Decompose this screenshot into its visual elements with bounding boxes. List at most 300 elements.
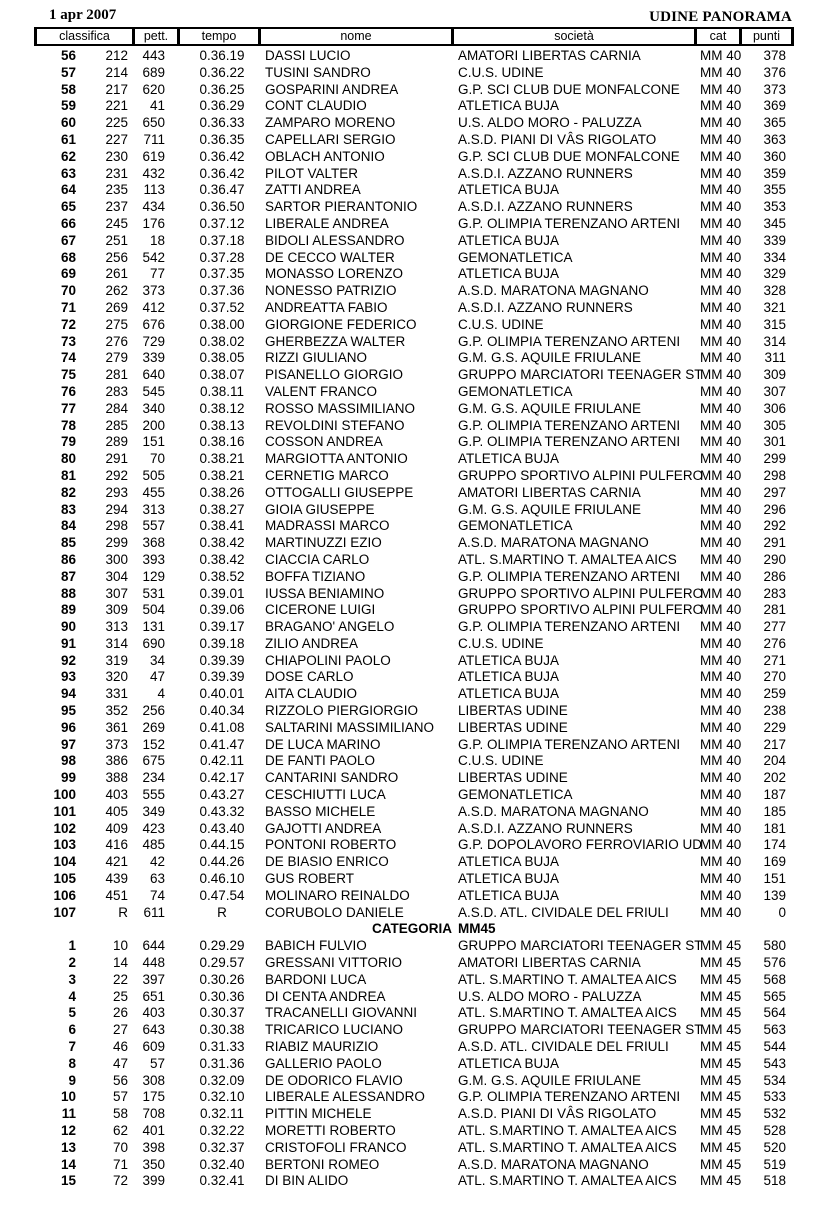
athlete-name: BERTONI ROMEO xyxy=(265,1156,380,1172)
table-row xyxy=(0,737,838,754)
bib-number: 401 xyxy=(142,1123,165,1138)
category: MM 45 xyxy=(700,1156,742,1172)
athlete-name: AITA CLAUDIO xyxy=(265,686,358,702)
bib-number: 711 xyxy=(143,131,165,147)
athlete-name: DE LUCA MARINO xyxy=(265,736,381,752)
finish-time: 0.38.12 xyxy=(199,400,245,416)
points: 290 xyxy=(763,551,786,567)
athlete-name: CRISTOFOLI FRANCO xyxy=(265,1139,407,1155)
club-name: A.S.D. ATL. CIVIDALE DEL FRIULI xyxy=(458,904,669,920)
table-row xyxy=(0,1140,838,1157)
overall-rank: 388 xyxy=(105,770,128,786)
athlete-name: DOSE CARLO xyxy=(265,669,354,685)
points: 292 xyxy=(763,518,786,534)
finish-time: 0.39.39 xyxy=(199,669,245,685)
rank: 72 xyxy=(60,316,76,332)
club-name: ATLETICA BUJA xyxy=(458,686,560,702)
club-name: AMATORI LIBERTAS CARNIA xyxy=(458,48,641,63)
table-row xyxy=(0,854,838,871)
points: 519 xyxy=(763,1156,786,1172)
finish-time: 0.42.17 xyxy=(199,770,245,786)
finish-time: 0.43.40 xyxy=(199,820,245,836)
overall-rank: 299 xyxy=(105,535,128,551)
athlete-name: DASSI LUCIO xyxy=(265,48,351,63)
bib-number: 619 xyxy=(142,148,165,164)
overall-rank: 245 xyxy=(105,215,128,231)
bib-number: 708 xyxy=(142,1106,165,1122)
athlete-name: NONESSO PATRIZIO xyxy=(265,283,397,299)
rank: 60 xyxy=(60,115,76,131)
bib-number: 434 xyxy=(142,199,165,215)
rank: 80 xyxy=(60,451,76,467)
table-row xyxy=(0,266,838,283)
category: MM 40 xyxy=(700,535,742,551)
table-row xyxy=(0,1123,838,1140)
finish-time: 0.36.25 xyxy=(199,81,245,97)
overall-rank: 237 xyxy=(105,199,128,215)
finish-time: 0.39.39 xyxy=(199,652,245,668)
club-name: G.P. OLIMPIA TERENZANO ARTENI xyxy=(458,215,681,231)
athlete-name: OTTOGALLI GIUSEPPE xyxy=(265,484,414,500)
category: MM 40 xyxy=(700,182,742,198)
overall-rank: 14 xyxy=(112,955,128,971)
athlete-name: DE ODORICO FLAVIO xyxy=(265,1072,403,1088)
club-name: ATL. S.MARTINO T. AMALTEA AICS xyxy=(458,1173,677,1189)
points: 563 xyxy=(763,1022,786,1038)
page-header xyxy=(0,7,838,27)
rank: 56 xyxy=(60,48,76,63)
finish-time: 0.37.18 xyxy=(199,232,245,248)
bib-number: 611 xyxy=(143,904,165,920)
rank: 5 xyxy=(68,1005,76,1021)
athlete-name: ANDREATTA FABIO xyxy=(265,299,388,315)
points: 238 xyxy=(763,703,786,719)
rank: 107 xyxy=(53,904,76,920)
category: MM 40 xyxy=(700,215,742,231)
rank: 13 xyxy=(60,1139,76,1155)
points: 311 xyxy=(764,350,786,366)
category: MM 40 xyxy=(700,232,742,248)
category: MM 40 xyxy=(700,316,742,332)
col-classifica: classifica xyxy=(37,29,132,44)
category: MM 40 xyxy=(700,434,742,450)
athlete-name: BOFFA TIZIANO xyxy=(265,568,366,584)
overall-rank: 56 xyxy=(112,1072,128,1088)
finish-time: 0.30.37 xyxy=(199,1005,245,1021)
table-row xyxy=(0,166,838,183)
points: 298 xyxy=(763,467,786,483)
overall-rank: 231 xyxy=(105,165,128,181)
overall-rank: 62 xyxy=(112,1123,128,1138)
finish-time: 0.31.36 xyxy=(199,1055,245,1071)
overall-rank: 269 xyxy=(105,299,128,315)
rank: 65 xyxy=(60,199,76,215)
finish-time: 0.36.29 xyxy=(199,98,245,114)
rank: 101 xyxy=(53,803,76,819)
club-name: GEMONATLETICA xyxy=(458,787,573,803)
rank: 74 xyxy=(60,350,76,366)
points: 533 xyxy=(763,1089,786,1105)
col-tempo: tempo xyxy=(180,29,258,44)
athlete-name: CERNETIG MARCO xyxy=(265,467,389,483)
rank: 85 xyxy=(60,535,76,551)
overall-rank: 251 xyxy=(105,232,128,248)
club-name: ATLETICA BUJA xyxy=(458,669,560,685)
table-row xyxy=(0,283,838,300)
category: MM 45 xyxy=(700,1123,742,1138)
finish-time: 0.36.47 xyxy=(199,182,245,198)
bib-number: 432 xyxy=(142,165,165,181)
table-row xyxy=(0,1056,838,1073)
athlete-name: DI BIN ALIDO xyxy=(265,1173,349,1189)
points: 353 xyxy=(763,199,786,215)
points: 307 xyxy=(763,383,786,399)
athlete-name: VALENT FRANCO xyxy=(265,383,378,399)
rank: 8 xyxy=(68,1055,76,1071)
athlete-name: DI CENTA ANDREA xyxy=(265,988,386,1004)
overall-rank: 292 xyxy=(105,467,128,483)
bib-number: 234 xyxy=(142,770,165,786)
table-row xyxy=(0,367,838,384)
overall-rank: 319 xyxy=(105,652,128,668)
overall-rank: 300 xyxy=(105,551,128,567)
points: 174 xyxy=(763,837,786,853)
rank: 59 xyxy=(60,98,76,114)
athlete-name: CIACCIA CARLO xyxy=(265,551,370,567)
table-row xyxy=(0,317,838,334)
category: MM 40 xyxy=(700,803,742,819)
finish-time: 0.38.02 xyxy=(199,333,245,349)
points: 518 xyxy=(763,1173,786,1189)
overall-rank: 46 xyxy=(112,1039,128,1055)
rank: 66 xyxy=(60,215,76,231)
overall-rank: 221 xyxy=(105,98,128,114)
overall-rank: 313 xyxy=(105,619,128,635)
athlete-name: GAJOTTI ANDREA xyxy=(265,820,382,836)
category-code: MM45 xyxy=(458,921,496,937)
rank: 102 xyxy=(53,820,76,836)
rank: 67 xyxy=(60,232,76,248)
category: MM 40 xyxy=(700,501,742,517)
col-cat: cat xyxy=(697,29,739,44)
table-row xyxy=(0,199,838,216)
bib-number: 57 xyxy=(149,1055,165,1071)
overall-rank: 403 xyxy=(105,787,128,803)
overall-rank: 26 xyxy=(112,1005,128,1021)
club-name: G.M. G.S. AQUILE FRIULANE xyxy=(458,400,642,416)
athlete-name: CAPELLARI SERGIO xyxy=(265,131,396,147)
overall-rank: 416 xyxy=(105,837,128,853)
category: MM 40 xyxy=(700,635,742,651)
club-name: C.U.S. UDINE xyxy=(458,64,544,80)
table-row xyxy=(0,1157,838,1174)
finish-time: 0.36.33 xyxy=(199,115,245,131)
finish-time: R xyxy=(217,904,227,920)
finish-time: 0.41.08 xyxy=(199,719,245,735)
overall-rank: 409 xyxy=(105,820,128,836)
rank: 90 xyxy=(60,619,76,635)
points: 534 xyxy=(763,1072,786,1088)
finish-time: 0.44.15 xyxy=(199,837,245,853)
category: MM 40 xyxy=(700,652,742,668)
rank: 78 xyxy=(60,417,76,433)
athlete-name: MOLINARO REINALDO xyxy=(265,887,410,903)
finish-time: 0.38.42 xyxy=(199,551,245,567)
club-name: A.S.D. ATL. CIVIDALE DEL FRIULI xyxy=(458,1039,669,1055)
table-row xyxy=(0,434,838,451)
points: 271 xyxy=(763,652,786,668)
table-row xyxy=(0,770,838,787)
bib-number: 131 xyxy=(142,619,165,635)
club-name: GRUPPO MARCIATORI TEENAGER ST xyxy=(458,1022,703,1038)
category: MM 45 xyxy=(700,1173,742,1189)
table-row xyxy=(0,552,838,569)
category-heading xyxy=(0,921,838,938)
finish-time: 0.37.36 xyxy=(199,283,245,299)
table-row xyxy=(0,938,838,955)
overall-rank: 71 xyxy=(112,1156,128,1172)
finish-time: 0.36.22 xyxy=(199,64,245,80)
points: 321 xyxy=(763,299,786,315)
points: 378 xyxy=(763,48,786,63)
category: MM 40 xyxy=(700,619,742,635)
table-row xyxy=(0,401,838,418)
overall-rank: 227 xyxy=(105,131,128,147)
points: 528 xyxy=(763,1123,786,1138)
club-name: C.U.S. UDINE xyxy=(458,753,544,769)
rank: 87 xyxy=(60,568,76,584)
finish-time: 0.44.26 xyxy=(199,854,245,870)
bib-number: 399 xyxy=(142,1173,165,1189)
points: 229 xyxy=(763,719,786,735)
rank: 98 xyxy=(60,753,76,769)
athlete-name: GUS ROBERT xyxy=(265,871,355,887)
club-name: G.M. G.S. AQUILE FRIULANE xyxy=(458,501,642,517)
table-row xyxy=(0,535,838,552)
rank: 73 xyxy=(60,333,76,349)
club-name: LIBERTAS UDINE xyxy=(458,719,568,735)
overall-rank: 304 xyxy=(105,568,128,584)
finish-time: 0.38.52 xyxy=(199,568,245,584)
table-row xyxy=(0,1022,838,1039)
bib-number: 368 xyxy=(142,535,165,551)
points: 315 xyxy=(763,316,786,332)
table-row xyxy=(0,837,838,854)
points: 187 xyxy=(763,787,786,803)
finish-time: 0.38.41 xyxy=(199,518,245,534)
table-row xyxy=(0,468,838,485)
overall-rank: 298 xyxy=(105,518,128,534)
overall-rank: 373 xyxy=(105,736,128,752)
table-row xyxy=(0,636,838,653)
bib-number: 74 xyxy=(149,887,165,903)
rank: 79 xyxy=(60,434,76,450)
finish-time: 0.32.41 xyxy=(199,1173,245,1189)
table-row xyxy=(0,703,838,720)
overall-rank: 361 xyxy=(105,719,128,735)
category: MM 45 xyxy=(700,1072,742,1088)
athlete-name: BRAGANO' ANGELO xyxy=(265,619,395,635)
club-name: ATLETICA BUJA xyxy=(458,854,560,870)
column-header-bar xyxy=(34,27,794,46)
overall-rank: 307 xyxy=(105,585,128,601)
points: 532 xyxy=(763,1106,786,1122)
club-name: G.P. OLIMPIA TERENZANO ARTENI xyxy=(458,1089,681,1105)
category: MM 40 xyxy=(700,837,742,853)
finish-time: 0.37.35 xyxy=(199,266,245,282)
points: 369 xyxy=(763,98,786,114)
table-row xyxy=(0,686,838,703)
club-name: GEMONATLETICA xyxy=(458,518,573,534)
athlete-name: BASSO MICHELE xyxy=(265,803,376,819)
table-row xyxy=(0,821,838,838)
bib-number: 308 xyxy=(142,1072,165,1088)
category: MM 40 xyxy=(700,484,742,500)
category: MM 40 xyxy=(700,333,742,349)
category: MM 40 xyxy=(700,48,742,63)
points: 564 xyxy=(763,1005,786,1021)
athlete-name: REVOLDINI STEFANO xyxy=(265,417,405,433)
points: 334 xyxy=(763,249,786,265)
athlete-name: ZATTI ANDREA xyxy=(265,182,361,198)
bib-number: 555 xyxy=(142,787,165,803)
points: 291 xyxy=(763,535,786,551)
rank: 93 xyxy=(60,669,76,685)
table-row xyxy=(0,350,838,367)
bib-number: 545 xyxy=(142,383,165,399)
rank: 84 xyxy=(60,518,76,534)
club-name: ATL. S.MARTINO T. AMALTEA AICS xyxy=(458,1139,677,1155)
finish-time: 0.38.11 xyxy=(199,383,245,399)
category: MM 40 xyxy=(700,669,742,685)
points: 276 xyxy=(763,635,786,651)
category: MM 40 xyxy=(700,417,742,433)
table-row xyxy=(0,418,838,435)
athlete-name: LIBERALE ALESSANDRO xyxy=(265,1089,425,1105)
finish-time: 0.32.09 xyxy=(199,1072,245,1088)
finish-time: 0.38.21 xyxy=(199,467,245,483)
category: MM 45 xyxy=(700,1039,742,1055)
category: MM 40 xyxy=(700,98,742,114)
club-name: A.S.D. MARATONA MAGNANO xyxy=(458,803,649,819)
table-row xyxy=(0,1039,838,1056)
bib-number: 448 xyxy=(142,955,165,971)
overall-rank: 294 xyxy=(105,501,128,517)
overall-rank: 261 xyxy=(105,266,128,282)
col-pett: pett. xyxy=(135,29,177,44)
table-row xyxy=(0,989,838,1006)
finish-time: 0.37.52 xyxy=(199,299,245,315)
club-name: G.M. G.S. AQUILE FRIULANE xyxy=(458,350,642,366)
points: 355 xyxy=(763,182,786,198)
club-name: ATLETICA BUJA xyxy=(458,451,560,467)
category: MM 40 xyxy=(700,283,742,299)
club-name: U.S. ALDO MORO - PALUZZA xyxy=(458,988,642,1004)
athlete-name: DE CECCO WALTER xyxy=(265,249,395,265)
overall-rank: 314 xyxy=(105,635,128,651)
bib-number: 41 xyxy=(149,98,165,114)
category: MM 40 xyxy=(700,904,742,920)
club-name: C.U.S. UDINE xyxy=(458,635,544,651)
overall-rank: 285 xyxy=(105,417,128,433)
club-name: ATL. S.MARTINO T. AMALTEA AICS xyxy=(458,1123,677,1138)
category: MM 40 xyxy=(700,199,742,215)
athlete-name: GALLERIO PAOLO xyxy=(265,1055,382,1071)
finish-time: 0.29.57 xyxy=(199,955,245,971)
finish-time: 0.38.26 xyxy=(199,484,245,500)
points: 339 xyxy=(763,232,786,248)
finish-time: 0.36.50 xyxy=(199,199,245,215)
athlete-name: ZILIO ANDREA xyxy=(265,635,359,651)
athlete-name: PITTIN MICHELE xyxy=(265,1106,372,1122)
club-name: G.P. OLIMPIA TERENZANO ARTENI xyxy=(458,736,681,752)
overall-rank: 276 xyxy=(105,333,128,349)
category: MM 40 xyxy=(700,400,742,416)
bib-number: 77 xyxy=(149,266,165,282)
rank: 82 xyxy=(60,484,76,500)
bib-number: 350 xyxy=(142,1156,165,1172)
table-row xyxy=(0,132,838,149)
club-name: GRUPPO MARCIATORI TEENAGER ST xyxy=(458,367,703,383)
club-name: GRUPPO SPORTIVO ALPINI PULFERO xyxy=(458,467,704,483)
overall-rank: 235 xyxy=(105,182,128,198)
category: MM 45 xyxy=(700,971,742,987)
table-row xyxy=(0,669,838,686)
bib-number: 152 xyxy=(142,736,165,752)
overall-rank: 10 xyxy=(112,938,128,954)
overall-rank: 217 xyxy=(105,81,128,97)
athlete-name: MONASSO LORENZO xyxy=(265,266,404,282)
table-row xyxy=(0,1089,838,1106)
overall-rank: 281 xyxy=(105,367,128,383)
points: 305 xyxy=(763,417,786,433)
bib-number: 398 xyxy=(142,1139,165,1155)
club-name: G.P. OLIMPIA TERENZANO ARTENI xyxy=(458,434,681,450)
category: MM 45 xyxy=(700,1139,742,1155)
table-row xyxy=(0,888,838,905)
finish-time: 0.36.42 xyxy=(199,165,245,181)
finish-time: 0.32.11 xyxy=(199,1106,245,1122)
category: MM 40 xyxy=(700,820,742,836)
rank: 88 xyxy=(60,585,76,601)
finish-time: 0.47.54 xyxy=(199,887,245,903)
points: 0 xyxy=(778,904,786,920)
rank: 95 xyxy=(60,703,76,719)
category: MM 45 xyxy=(700,1055,742,1071)
club-name: A.S.D.I. AZZANO RUNNERS xyxy=(458,165,633,181)
race-title: UDINE PANORAMA xyxy=(649,9,792,25)
club-name: ATLETICA BUJA xyxy=(458,232,560,248)
table-row xyxy=(0,82,838,99)
category: MM 40 xyxy=(700,148,742,164)
table-row xyxy=(0,787,838,804)
finish-time: 0.39.06 xyxy=(199,602,245,618)
table-row xyxy=(0,871,838,888)
points: 306 xyxy=(763,400,786,416)
rank: 2 xyxy=(68,955,76,971)
bib-number: 176 xyxy=(142,215,165,231)
bib-number: 403 xyxy=(142,1005,165,1021)
overall-rank: 275 xyxy=(105,316,128,332)
bib-number: 643 xyxy=(142,1022,165,1038)
finish-time: 0.38.13 xyxy=(199,417,245,433)
rank: 71 xyxy=(60,299,76,315)
race-date: 1 apr 2007 xyxy=(49,7,117,23)
category: MM 40 xyxy=(700,131,742,147)
table-row xyxy=(0,1106,838,1123)
points: 217 xyxy=(763,736,786,752)
category: MM 40 xyxy=(700,871,742,887)
